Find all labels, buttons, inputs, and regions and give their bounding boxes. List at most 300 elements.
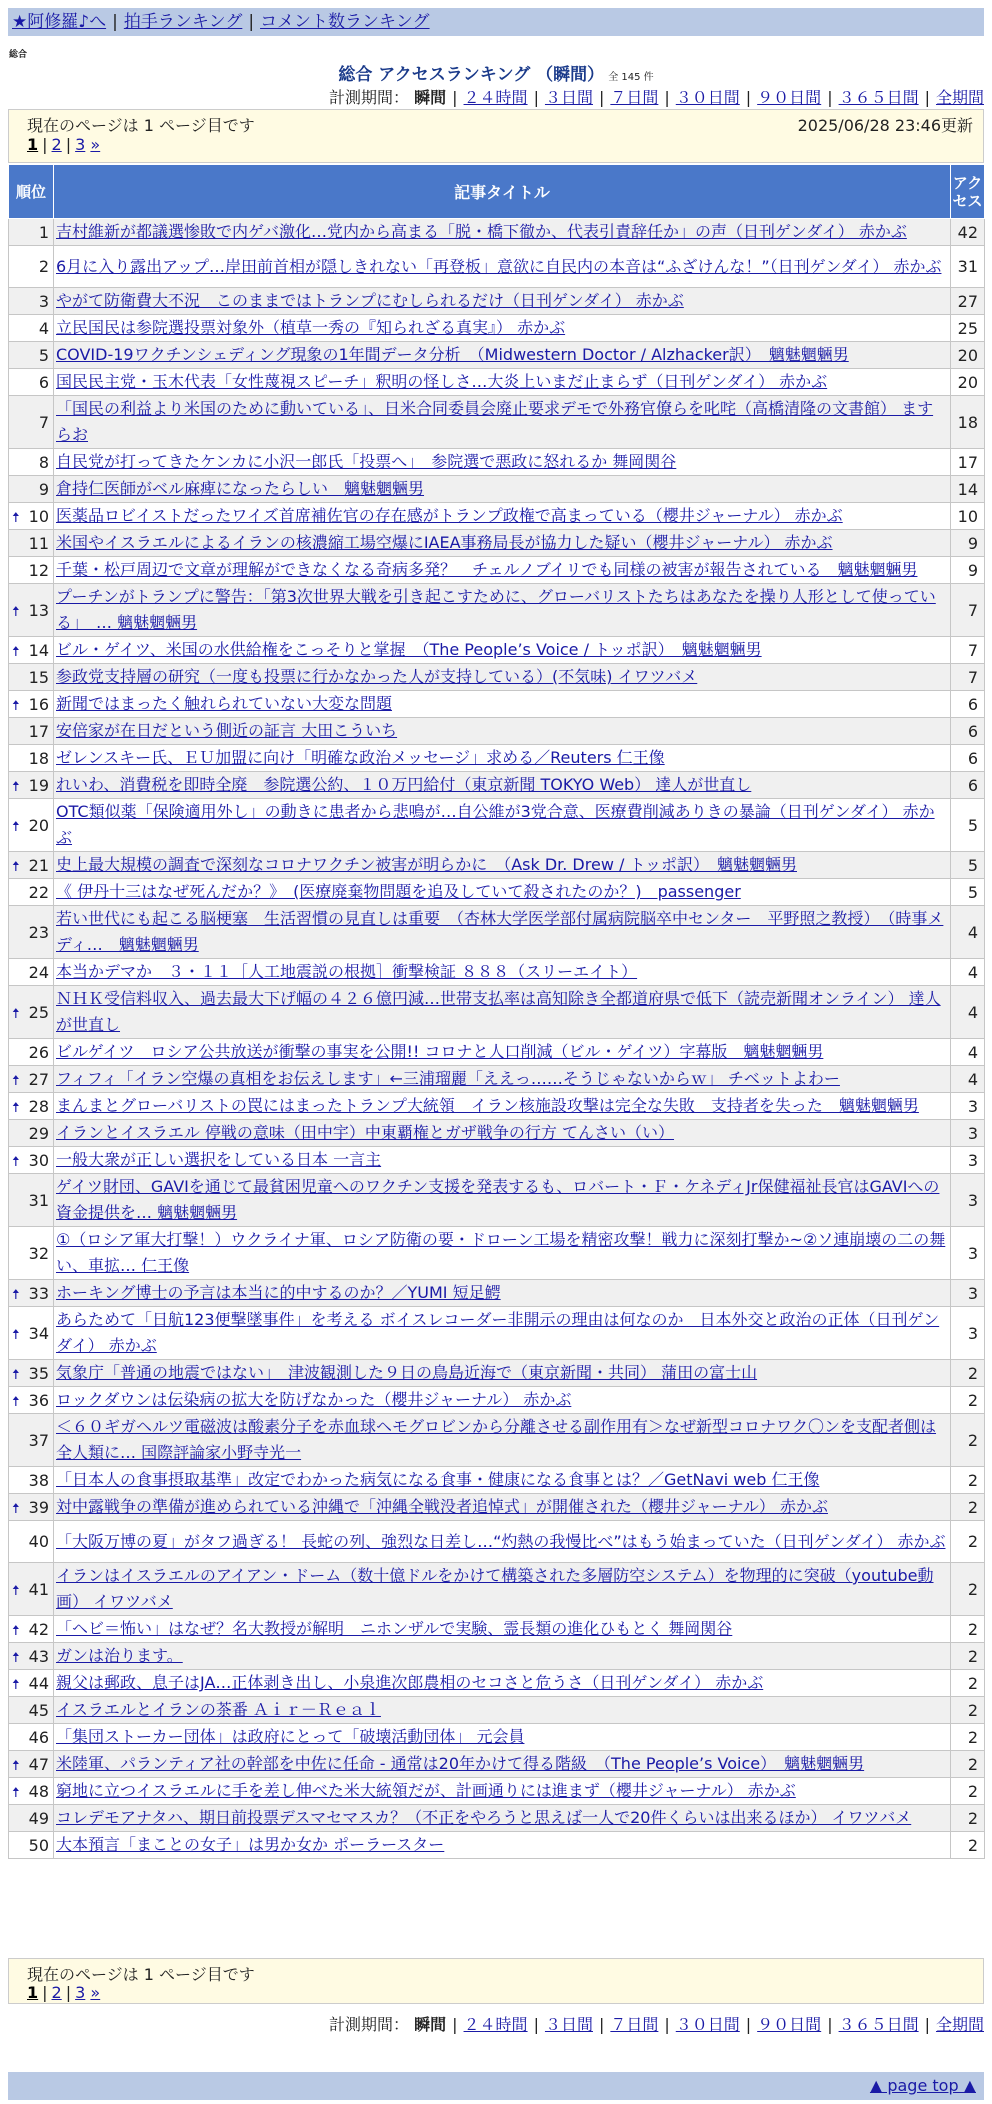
access-count: 25 bbox=[951, 315, 985, 342]
rank-number: 44 bbox=[28, 1673, 49, 1693]
table-row bbox=[9, 1066, 985, 1093]
title-cell bbox=[54, 959, 951, 986]
access-count: 5 bbox=[951, 879, 985, 906]
nav-separator: | bbox=[112, 12, 118, 32]
rank-number: 16 bbox=[28, 694, 49, 714]
article-title-link[interactable]: 千葉・松戸周辺で文章が理解ができなくなる奇病多発？ チェルノブイリでも同様の被害が報告されている 魑魅魍魎男 bbox=[56, 560, 918, 579]
rank-number: 50 bbox=[28, 1835, 49, 1855]
rank-up-arrow-icon: 🠅 bbox=[12, 1500, 20, 1517]
table-row bbox=[9, 1832, 985, 1859]
rank-cell bbox=[9, 1616, 54, 1643]
rank-number: 47 bbox=[28, 1754, 49, 1774]
rank-number: 45 bbox=[28, 1700, 49, 1720]
nav-link-comment-ranking[interactable]: コメント数ランキング bbox=[260, 12, 430, 32]
title-cell bbox=[54, 1227, 951, 1280]
rank-number: 42 bbox=[28, 1619, 49, 1639]
title-cell bbox=[54, 1414, 951, 1467]
article-title-link[interactable]: ビルゲイツ ロシア公共放送が衝撃の事実を公開!! コロナと人口削減（ビル・ゲイツ）字幕版 魑魅魍魎男 bbox=[56, 1042, 824, 1061]
period-label: 計測期間： bbox=[329, 88, 410, 107]
title-cell bbox=[54, 879, 951, 906]
access-count: 2 bbox=[951, 1643, 985, 1670]
article-title-link[interactable]: ガンは治ります。 bbox=[56, 1646, 183, 1665]
article-title-link[interactable]: 親父は郵政、息子はJA…正体剥き出し、小泉進次郎農相のセコさと危うさ（日刊ゲンダイ） 赤かぶ bbox=[56, 1673, 764, 1692]
period-current: 瞬間 bbox=[414, 88, 447, 107]
article-title-link[interactable]: ＮＨＫ受信料収入、過去最大下げ幅の４２６億円減…世帯支払率は高知除き全都道府県で低下（読売新聞オンライン） 達人が世直し bbox=[56, 989, 941, 1034]
rank-number: 48 bbox=[28, 1781, 49, 1801]
rank-number: 26 bbox=[28, 1042, 49, 1062]
title-cell bbox=[54, 1751, 951, 1778]
rank-up-arrow-icon: 🠅 bbox=[12, 1622, 20, 1639]
rank-cell bbox=[9, 1093, 54, 1120]
rank-up-arrow-icon: 🠅 bbox=[12, 858, 20, 875]
rank-cell bbox=[9, 906, 54, 959]
table-row bbox=[9, 476, 985, 503]
access-count: 6 bbox=[951, 691, 985, 718]
article-title-link[interactable]: 安倍家が在日だという側近の証言 大田こういち bbox=[56, 721, 398, 740]
access-count: 10 bbox=[951, 503, 985, 530]
rank-cell bbox=[9, 557, 54, 584]
access-count: 4 bbox=[951, 906, 985, 959]
table-row bbox=[9, 1494, 985, 1521]
title-cell bbox=[54, 369, 951, 396]
nav-link-clap-ranking[interactable]: 拍手ランキング bbox=[123, 12, 243, 32]
nav-link-asyura[interactable]: ★阿修羅♪へ bbox=[12, 12, 107, 32]
article-title-link[interactable]: 「国民の利益より米国のために動いている」、日米合同委員会廃止要求デモで外務官僚らを叱咤（高橋清隆の文書館） ますらお bbox=[56, 399, 934, 444]
article-title-link[interactable]: OTC類似薬「保険適用外し」の動きに患者から悲鳴が…自公維が3党合意、医療費削減ありきの暴論（日刊ゲンダイ） 赤かぶ bbox=[56, 802, 935, 847]
rank-number: 43 bbox=[28, 1646, 49, 1666]
rank-number: 28 bbox=[28, 1096, 49, 1116]
article-title-link[interactable]: 6月に入り露出アップ…岸田前首相が隠しきれない「再登板」意欲に自民内の本音は“ふざけんな！”（日刊ゲンダイ） 赤かぶ bbox=[56, 256, 942, 276]
title-cell bbox=[54, 288, 951, 315]
article-title-link[interactable]: コレデモアナタハ、期日前投票デスマセマスカ？（不正をやろうと思えば一人で20件くらいは出来るほか） イワツバメ bbox=[56, 1808, 912, 1827]
table-row bbox=[9, 799, 985, 852]
rank-up-arrow-icon: 🠅 bbox=[12, 603, 20, 620]
next-page-link[interactable]: » bbox=[90, 135, 101, 154]
table-row bbox=[9, 1120, 985, 1147]
access-count: 2 bbox=[951, 1467, 985, 1494]
title-cell bbox=[54, 1521, 951, 1563]
rank-cell bbox=[9, 1670, 54, 1697]
rank-cell bbox=[9, 1805, 54, 1832]
title-cell bbox=[54, 772, 951, 799]
rank-number: 7 bbox=[38, 412, 49, 432]
access-count: 3 bbox=[951, 1280, 985, 1307]
table-row bbox=[9, 219, 985, 246]
rank-up-arrow-icon: 🠅 bbox=[12, 1649, 20, 1666]
rank-up-arrow-icon: 🠅 bbox=[12, 1286, 20, 1303]
rank-cell bbox=[9, 246, 54, 288]
rank-cell bbox=[9, 503, 54, 530]
table-row bbox=[9, 1616, 985, 1643]
rank-number: 4 bbox=[38, 318, 49, 338]
rank-number: 19 bbox=[28, 775, 49, 795]
title-cell bbox=[54, 906, 951, 959]
page-1-link[interactable]: 1 bbox=[27, 1983, 39, 2002]
rank-cell bbox=[9, 476, 54, 503]
access-count: 6 bbox=[951, 745, 985, 772]
rank-cell bbox=[9, 1643, 54, 1670]
title-cell bbox=[54, 1563, 951, 1616]
access-count: 9 bbox=[951, 530, 985, 557]
access-count: 3 bbox=[951, 1174, 985, 1227]
article-title-link[interactable]: やがて防衛費大不況 このままではトランプにむしられるだけ（日刊ゲンダイ） 赤かぶ bbox=[56, 291, 684, 310]
article-title-link[interactable]: ＜６０ギガヘルツ電磁波は酸素分子を赤血球ヘモグロビンから分離させる副作用有＞なぜ新型コロナワク〇ンを支配者側は全人類に… 国際評論家小野寺光一 bbox=[56, 1417, 937, 1462]
rank-number: 37 bbox=[28, 1430, 49, 1450]
rank-cell bbox=[9, 718, 54, 745]
title-cell bbox=[54, 503, 951, 530]
rank-up-arrow-icon: 🠅 bbox=[12, 1099, 20, 1116]
article-title-link[interactable]: COVID-19ワクチンシェディング現象の1年間データ分析 （Midwestern Doctor / Alzhacker訳） 魑魅魍魎男 bbox=[56, 345, 849, 364]
access-count: 17 bbox=[951, 449, 985, 476]
article-title-link[interactable]: 米国やイスラエルによるイランの核濃縮工場空爆にIAEA事務局長が協力した疑い（櫻井ジャーナル） 赤かぶ bbox=[56, 533, 833, 552]
access-count: 3 bbox=[951, 1120, 985, 1147]
article-title-link[interactable]: ビル・ゲイツ、米国の水供給権をこっそりと掌握 （The People’s Voice / トッポ訳） 魑魅魍魎男 bbox=[56, 640, 762, 659]
page-info-bottom bbox=[8, 1958, 984, 2004]
next-page-link[interactable]: » bbox=[90, 1983, 101, 2002]
rank-number: 49 bbox=[28, 1808, 49, 1828]
article-title-link[interactable]: ホーキング博士の予言は本当に的中するのか？／YUMI 短足鰐 bbox=[56, 1283, 501, 1302]
period-7d[interactable]: ７日間 bbox=[610, 2015, 659, 2034]
access-count: 4 bbox=[951, 986, 985, 1039]
rank-up-arrow-icon: 🠅 bbox=[12, 1676, 20, 1693]
article-title-link[interactable]: ①（ロシア軍大打撃！）ウクライナ軍、ロシア防衛の要・ドローン工場を精密攻撃！戦力に深刻打撃か~②ソ連崩壊の二の舞い、車拡… 仁王像 bbox=[56, 1230, 946, 1275]
access-count: 20 bbox=[951, 342, 985, 369]
article-title-link[interactable]: 倉持仁医師がベル麻痺になったらしい 魑魅魍魎男 bbox=[56, 479, 425, 498]
article-title-link[interactable]: 史上最大規模の調査で深刻なコロナワクチン被害が明らかに （Ask Dr. Drew / トッポ訳） 魑魅魍魎男 bbox=[56, 855, 797, 874]
rank-up-arrow-icon: 🠅 bbox=[12, 778, 20, 795]
current-page-text: 現在のページは 1 ページ目です bbox=[27, 116, 255, 135]
table-row bbox=[9, 852, 985, 879]
rank-cell bbox=[9, 1697, 54, 1724]
rank-cell bbox=[9, 1280, 54, 1307]
table-row bbox=[9, 503, 985, 530]
period-30d[interactable]: ３０日間 bbox=[675, 2015, 740, 2034]
access-count: 7 bbox=[951, 664, 985, 691]
rank-number: 12 bbox=[28, 560, 49, 580]
updated-time: 2025/06/28 23:46更新 bbox=[797, 116, 973, 135]
rank-number: 11 bbox=[28, 533, 49, 553]
rank-up-arrow-icon: 🠅 bbox=[12, 1326, 20, 1343]
article-title-link[interactable]: 気象庁「普通の地震ではない」 津波観測した９日の鳥島近海で（東京新聞・共同） 蒲田の富士山 bbox=[56, 1363, 758, 1382]
rank-cell bbox=[9, 691, 54, 718]
article-title-link[interactable]: フィフィ「イラン空爆の真相をお伝えします」←三浦瑠麗「ええっ……そうじゃないからｗ」 チベットよわー bbox=[56, 1069, 840, 1088]
article-title-link[interactable]: 大本預言「まことの女子」は男か女か ポーラースター bbox=[56, 1835, 445, 1854]
period-label: 計測期間： bbox=[329, 2015, 410, 2034]
rank-number: 38 bbox=[28, 1470, 49, 1490]
access-count: 18 bbox=[951, 396, 985, 449]
table-row bbox=[9, 691, 985, 718]
header-access: アクセス bbox=[951, 165, 985, 219]
title-cell bbox=[54, 1832, 951, 1859]
title-cell bbox=[54, 1307, 951, 1360]
article-title-link[interactable]: 本当かデマか ３・１１［人工地震説の根拠］衝撃検証 ８８８（スリーエイト） bbox=[56, 962, 638, 981]
article-title-link[interactable]: 「集団ストーカー団体」は政府にとって「破壊活動団体」 元会員 bbox=[56, 1727, 525, 1746]
title-cell bbox=[54, 1066, 951, 1093]
access-count: 2 bbox=[951, 1494, 985, 1521]
rank-cell bbox=[9, 1494, 54, 1521]
table-row bbox=[9, 879, 985, 906]
rank-number: 22 bbox=[28, 882, 49, 902]
period-24h[interactable]: ２４時間 bbox=[463, 2015, 528, 2034]
rank-cell bbox=[9, 342, 54, 369]
title-cell bbox=[54, 1616, 951, 1643]
period-90d[interactable]: ９０日間 bbox=[757, 88, 822, 107]
table-row bbox=[9, 584, 985, 637]
period-current: 瞬間 bbox=[414, 2015, 447, 2034]
title-cell bbox=[54, 1670, 951, 1697]
rank-number: 25 bbox=[28, 1002, 49, 1022]
access-count: 6 bbox=[951, 772, 985, 799]
rank-cell bbox=[9, 799, 54, 852]
access-count: 2 bbox=[951, 1670, 985, 1697]
title-cell bbox=[54, 852, 951, 879]
item-count: 全 145 件 bbox=[608, 72, 654, 83]
header-rank: 順位 bbox=[9, 165, 54, 219]
page-title bbox=[0, 60, 992, 85]
access-count: 2 bbox=[951, 1832, 985, 1859]
table-row bbox=[9, 1227, 985, 1280]
table-row bbox=[9, 396, 985, 449]
access-count: 9 bbox=[951, 557, 985, 584]
table-row bbox=[9, 1670, 985, 1697]
article-title-link[interactable]: あらためて「日航123便撃墜事件」を考える ボイスレコーダー非開示の理由は何なのか 日本外交と政治の正体（日刊ゲンダイ） 赤かぶ bbox=[56, 1310, 940, 1355]
rank-number: 8 bbox=[38, 452, 49, 472]
title-cell bbox=[54, 1724, 951, 1751]
rank-up-arrow-icon: 🠅 bbox=[12, 697, 20, 714]
rank-up-arrow-icon: 🠅 bbox=[12, 1005, 20, 1022]
access-count: 20 bbox=[951, 369, 985, 396]
table-row bbox=[9, 1467, 985, 1494]
title-cell bbox=[54, 1039, 951, 1066]
rank-cell bbox=[9, 1563, 54, 1616]
rank-cell bbox=[9, 369, 54, 396]
rank-number: 6 bbox=[38, 372, 49, 392]
title-cell bbox=[54, 1643, 951, 1670]
rank-number: 18 bbox=[28, 748, 49, 768]
table-row bbox=[9, 530, 985, 557]
rank-number: 9 bbox=[38, 479, 49, 499]
article-title-link[interactable]: 国民民主党・玉木代表「女性蔑視スピーチ」釈明の怪しさ…大炎上いまだ止まらず（日刊ゲンダイ） 赤かぶ bbox=[56, 372, 828, 391]
rank-cell bbox=[9, 1521, 54, 1563]
rank-number: 33 bbox=[28, 1283, 49, 1303]
title-cell bbox=[54, 557, 951, 584]
access-count: 2 bbox=[951, 1697, 985, 1724]
article-title-link[interactable]: 自民党が打ってきたケンカに小沢一郎氏「投票へ」 参院選で悪政に怒れるか 舞岡関谷 bbox=[56, 452, 677, 471]
rank-number: 23 bbox=[28, 922, 49, 942]
access-count: 2 bbox=[951, 1521, 985, 1563]
rank-number: 31 bbox=[28, 1190, 49, 1210]
access-count: 5 bbox=[951, 799, 985, 852]
rank-cell bbox=[9, 1039, 54, 1066]
footer-bar bbox=[8, 2072, 984, 2100]
table-row bbox=[9, 342, 985, 369]
table-row bbox=[9, 718, 985, 745]
rank-cell bbox=[9, 852, 54, 879]
table-row bbox=[9, 1521, 985, 1563]
rank-up-arrow-icon: 🠅 bbox=[12, 818, 20, 835]
rank-number: 27 bbox=[28, 1069, 49, 1089]
period-3d[interactable]: ３日間 bbox=[544, 2015, 593, 2034]
rank-up-arrow-icon: 🠅 bbox=[12, 643, 20, 660]
article-title-link[interactable]: れいわ、消費税を即時全廃 参院選公約、１０万円給付（東京新聞 TOKYO Web） 達人が世直し bbox=[56, 775, 752, 794]
rank-cell bbox=[9, 1778, 54, 1805]
rank-cell bbox=[9, 1832, 54, 1859]
title-cell bbox=[54, 1467, 951, 1494]
article-title-link[interactable]: ロックダウンは伝染病の拡大を防げなかった（櫻井ジャーナル） 赤かぶ bbox=[56, 1390, 572, 1409]
rank-cell bbox=[9, 396, 54, 449]
title-cell bbox=[54, 1280, 951, 1307]
title-cell bbox=[54, 637, 951, 664]
table-row bbox=[9, 1174, 985, 1227]
article-title-link[interactable]: イランはイスラエルのアイアン・ドーム（数十億ドルをかけて構築された多層防空システム）を物理的に突破（youtube動画） イワツバメ bbox=[56, 1566, 934, 1611]
page-3-link[interactable]: 3 bbox=[75, 1983, 86, 2002]
rank-number: 40 bbox=[28, 1532, 49, 1551]
article-title-link[interactable]: イスラエルとイランの茶番 Ａｉｒ－Ｒｅａｌ bbox=[56, 1700, 381, 1719]
title-cell bbox=[54, 986, 951, 1039]
rank-number: 10 bbox=[28, 506, 49, 526]
period-3d[interactable]: ３日間 bbox=[544, 88, 593, 107]
table-row bbox=[9, 986, 985, 1039]
period-7d[interactable]: ７日間 bbox=[610, 88, 659, 107]
period-90d[interactable]: ９０日間 bbox=[757, 2015, 822, 2034]
title-cell bbox=[54, 799, 951, 852]
access-count: 2 bbox=[951, 1616, 985, 1643]
table-row bbox=[9, 1280, 985, 1307]
rank-up-arrow-icon: 🠅 bbox=[12, 509, 20, 526]
rank-cell bbox=[9, 1227, 54, 1280]
table-row bbox=[9, 315, 985, 342]
rank-up-arrow-icon: 🠅 bbox=[12, 1582, 20, 1599]
rank-number: 2 bbox=[38, 257, 49, 276]
article-title-link[interactable]: 医薬品ロビイストだったワイズ首席補佐官の存在感がトランプ政権で高まっている（櫻井ジャーナル） 赤かぶ bbox=[56, 506, 843, 525]
title-cell bbox=[54, 1093, 951, 1120]
article-title-link[interactable]: プーチンがトランプに警告：「第3次世界大戦を引き起こすために、グローバリストたちはあなたを操り人形として使っている」 … 魑魅魍魎男 bbox=[56, 587, 936, 632]
article-title-link[interactable]: 窮地に立つイスラエルに手を差し伸べた米大統領だが、計画通りには進まず（櫻井ジャーナル） 赤かぶ bbox=[56, 1781, 796, 1800]
title-cell bbox=[54, 1174, 951, 1227]
table-row bbox=[9, 246, 985, 288]
period-30d[interactable]: ３０日間 bbox=[675, 88, 740, 107]
section-label: 総合 bbox=[9, 50, 28, 60]
period-365d[interactable]: ３６５日間 bbox=[838, 88, 919, 107]
page-1-link[interactable]: 1 bbox=[27, 135, 39, 154]
rank-cell bbox=[9, 1174, 54, 1227]
access-count: 27 bbox=[951, 288, 985, 315]
access-count: 4 bbox=[951, 1039, 985, 1066]
rank-cell bbox=[9, 530, 54, 557]
period-selector-top: 計測期間： 瞬間 | ２４時間 | ３日間 | ７日間 | ３０日間 | ９０日間 | ３６５日間 | 全期間 bbox=[329, 88, 984, 107]
page-top-link[interactable]: ▲ page top ▲ bbox=[869, 2076, 976, 2095]
period-24h[interactable]: ２４時間 bbox=[463, 88, 528, 107]
rank-number: 39 bbox=[28, 1497, 49, 1517]
rank-up-arrow-icon: 🠅 bbox=[12, 1153, 20, 1170]
rank-cell bbox=[9, 1724, 54, 1751]
table-row bbox=[9, 772, 985, 799]
article-title-link[interactable]: イランとイスラエル 停戦の意味（田中宇）中東覇権とガザ戦争の行方 てんさい（い） bbox=[56, 1123, 675, 1142]
rank-number: 20 bbox=[28, 815, 49, 835]
rank-number: 1 bbox=[38, 222, 49, 242]
article-title-link[interactable]: 参政党支持層の研究（一度も投票に行かなかった人が支持している）(不気味) イワツバメ bbox=[56, 667, 698, 686]
title-cell bbox=[54, 246, 951, 288]
rank-cell bbox=[9, 1147, 54, 1174]
period-all[interactable]: 全期間 bbox=[935, 88, 984, 107]
table-row bbox=[9, 1307, 985, 1360]
article-title-link[interactable]: 「大阪万博の夏」がタフ過ぎる！ 長蛇の列、強烈な日差し…“灼熱の我慢比べ”はもう始まっていた（日刊ゲンダイ） 赤かぶ bbox=[56, 1531, 946, 1551]
table-row bbox=[9, 1360, 985, 1387]
article-title-link[interactable]: まんまとグローバリストの罠にはまったトランプ大統領 イラン核施設攻撃は完全な失敗 支持者を失った 魑魅魍魎男 bbox=[56, 1096, 919, 1115]
title-cell bbox=[54, 718, 951, 745]
article-title-link[interactable]: 米陸軍、パランティア社の幹部を中佐に任命 - 通常は20年かけて得る階級 （The People’s Voice） 魑魅魍魎男 bbox=[56, 1754, 865, 1773]
rank-up-arrow-icon: 🠅 bbox=[12, 1393, 20, 1410]
page-2-link[interactable]: 2 bbox=[51, 1983, 62, 2002]
title-cell bbox=[54, 1147, 951, 1174]
title-cell bbox=[54, 476, 951, 503]
title-cell bbox=[54, 1387, 951, 1414]
access-count: 2 bbox=[951, 1360, 985, 1387]
article-title-link[interactable]: 若い世代にも起こる脳梗塞 生活習慣の見直しは重要 （杏林大学医学部付属病院脳卒中センター 平野照之教授） （時事メディ… 魑魅魍魎男 bbox=[56, 909, 944, 954]
table-row bbox=[9, 1093, 985, 1120]
access-count: 2 bbox=[951, 1563, 985, 1616]
article-title-link[interactable]: ゲイツ財団、GAVIを通じて最貧困児童へのワクチン支援を発表するも、ロバート・Ｆ・ケネディJr保健福祉長官はGAVIへの資金提供を… 魑魅魍魎男 bbox=[56, 1177, 940, 1222]
rank-cell bbox=[9, 449, 54, 476]
rank-number: 17 bbox=[28, 721, 49, 741]
article-title-link[interactable]: 一般大衆が正しい選択をしている日本 一言主 bbox=[56, 1150, 382, 1169]
period-365d[interactable]: ３６５日間 bbox=[838, 2015, 919, 2034]
article-title-link[interactable]: 立民国民は参院選投票対象外（植草一秀の『知られざる真実』） 赤かぶ bbox=[56, 318, 566, 337]
access-count: 3 bbox=[951, 1227, 985, 1280]
article-title-link[interactable]: 「日本人の食事摂取基準」改定でわかった病気になる食事・健康になる食事とは？／GetNavi web 仁王像 bbox=[56, 1470, 820, 1489]
table-row bbox=[9, 288, 985, 315]
title-cell bbox=[54, 691, 951, 718]
rank-number: 24 bbox=[28, 962, 49, 982]
rank-number: 21 bbox=[28, 855, 49, 875]
access-count: 2 bbox=[951, 1778, 985, 1805]
article-title-link[interactable]: 吉村維新が都議選惨敗で内ゲバ激化…党内から高まる「脱・橋下徹か、代表引責辞任か」の声（日刊ゲンダイ） 赤かぶ bbox=[56, 222, 907, 241]
rank-number: 46 bbox=[28, 1727, 49, 1747]
current-page-text: 現在のページは 1 ページ目です bbox=[27, 1965, 255, 1984]
ranking-title: 総合 アクセスランキング （瞬間） bbox=[338, 65, 605, 85]
rank-cell bbox=[9, 959, 54, 986]
article-title-link[interactable]: 対中露戦争の準備が進められている沖縄で「沖縄全戦没者追悼式」が開催された（櫻井ジャーナル） 赤かぶ bbox=[56, 1497, 828, 1516]
page-2-link[interactable]: 2 bbox=[51, 135, 62, 154]
page-info-top bbox=[8, 109, 984, 163]
table-row bbox=[9, 557, 985, 584]
article-title-link[interactable]: 新聞ではまったく触れられていない大変な問題 bbox=[56, 694, 393, 713]
rank-up-arrow-icon: 🠅 bbox=[12, 1366, 20, 1383]
access-count: 3 bbox=[951, 1147, 985, 1174]
table-row bbox=[9, 1387, 985, 1414]
table-row bbox=[9, 1697, 985, 1724]
article-title-link[interactable]: 《 伊丹十三はなぜ死んだか？》 (医療廃棄物問題を追及していて殺されたのか？) passenger bbox=[56, 882, 741, 901]
rank-cell bbox=[9, 288, 54, 315]
title-cell bbox=[54, 1697, 951, 1724]
pager-top: 1 | 2 | 3 » bbox=[27, 135, 101, 154]
table-row bbox=[9, 1414, 985, 1467]
rank-number: 14 bbox=[28, 640, 49, 660]
rank-cell bbox=[9, 1307, 54, 1360]
rank-cell bbox=[9, 1467, 54, 1494]
page-3-link[interactable]: 3 bbox=[75, 135, 86, 154]
access-count: 2 bbox=[951, 1387, 985, 1414]
access-count: 2 bbox=[951, 1805, 985, 1832]
title-cell bbox=[54, 745, 951, 772]
rank-cell bbox=[9, 1751, 54, 1778]
rank-number: 29 bbox=[28, 1123, 49, 1143]
period-all[interactable]: 全期間 bbox=[935, 2015, 984, 2034]
article-title-link[interactable]: ゼレンスキー氏、ＥＵ加盟に向け「明確な政治メッセージ」求める／Reuters 仁王像 bbox=[56, 748, 665, 767]
table-row bbox=[9, 1147, 985, 1174]
article-title-link[interactable]: 「ヘビ＝怖い」はなぜ？名大教授が解明 ニホンザルで実験、霊長類の進化ひもとく 舞岡関谷 bbox=[56, 1619, 733, 1638]
rank-number: 41 bbox=[28, 1579, 49, 1599]
